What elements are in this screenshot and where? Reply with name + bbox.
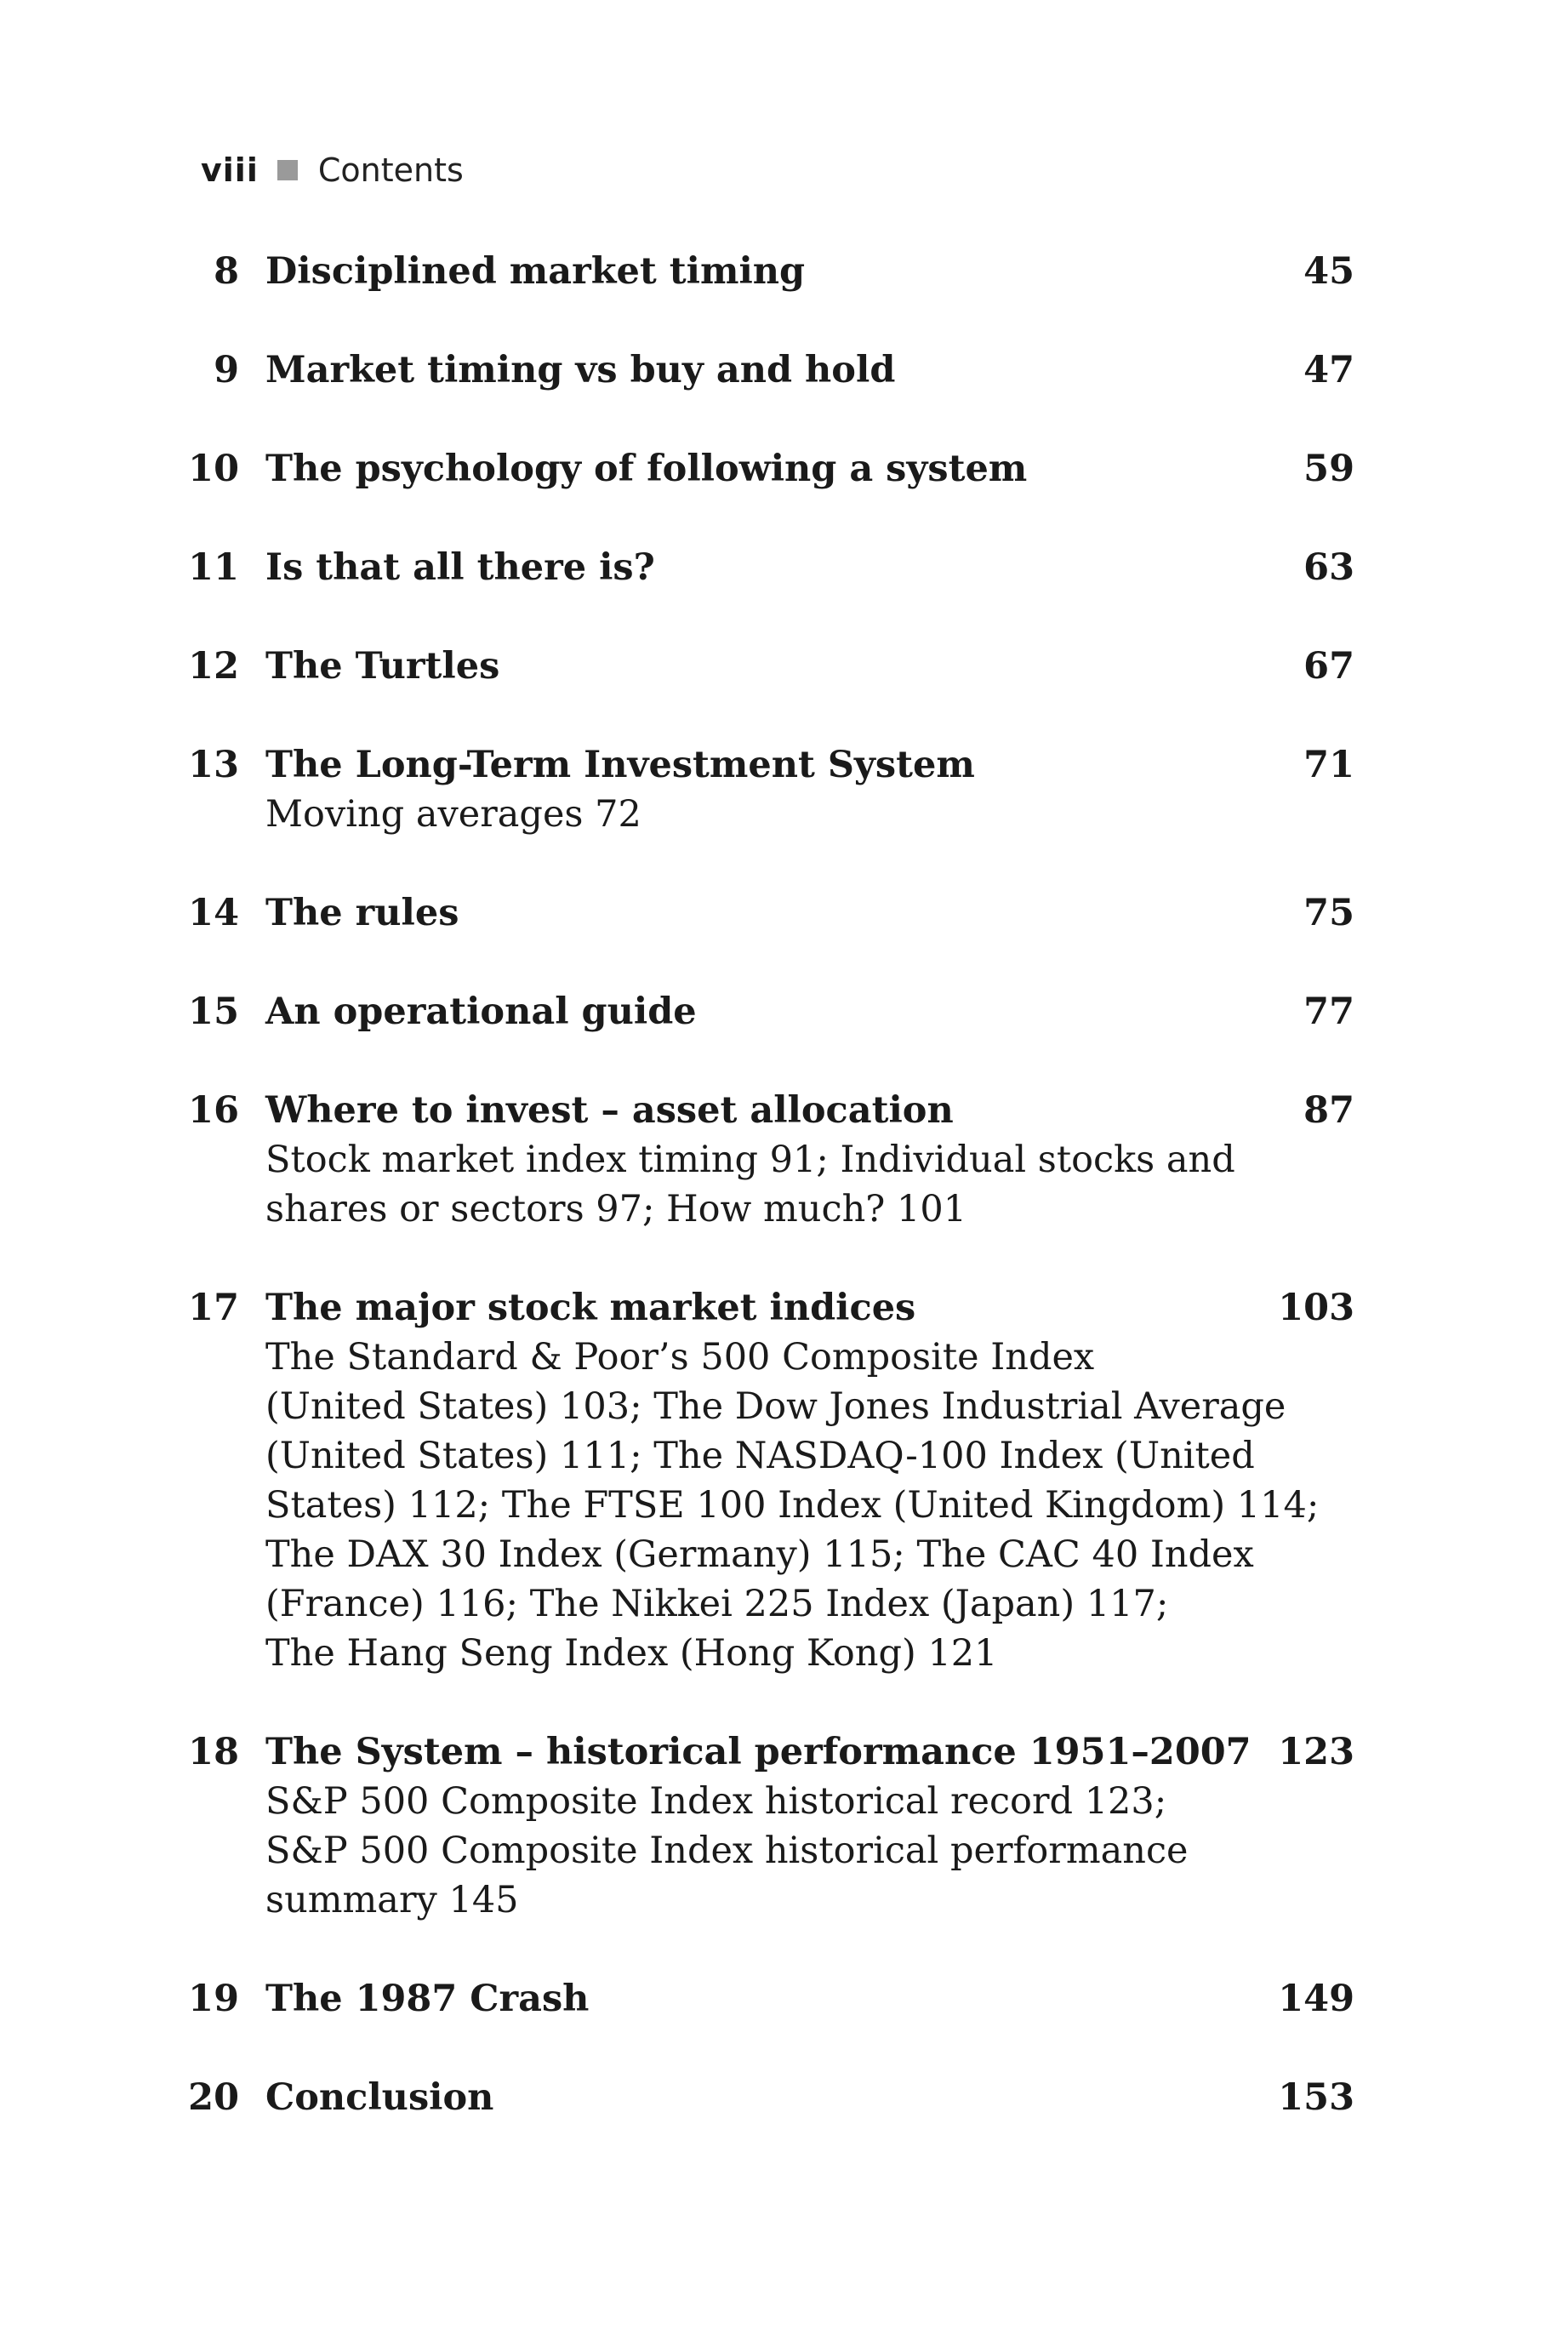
chapter-title: An operational guide: [265, 990, 697, 1033]
subsection-list: [265, 1777, 1252, 1925]
page-number: 75: [1303, 892, 1354, 934]
chapter-number: 14: [188, 892, 239, 934]
subsection-line: Moving averages 72: [265, 793, 641, 836]
toc-entry-heading: [0, 987, 1568, 1036]
subsection-line: The DAX 30 Index (Germany) 115; The CAC 40 Index: [265, 1533, 1254, 1576]
chapter-title: The 1987 Crash: [265, 1978, 590, 2020]
subsection-list: [265, 1135, 1252, 1234]
running-head: [201, 151, 464, 189]
chapter-number: 17: [188, 1287, 239, 1329]
chapter-title: The Long-Term Investment System: [265, 744, 975, 786]
toc-entry: [0, 888, 1568, 938]
toc-entry: [0, 543, 1568, 592]
toc-entry: [0, 345, 1568, 395]
subsection-line: S&P 500 Composite Index historical performance: [265, 1830, 1189, 1872]
chapter-title: The psychology of following a system: [265, 448, 1028, 490]
chapter-number: 15: [188, 990, 239, 1033]
toc-entry: [0, 1283, 1568, 1678]
chapter-number: 19: [188, 1978, 239, 2020]
subsection-line: The Hang Seng Index (Hong Kong) 121: [265, 1632, 998, 1675]
chapter-title: The major stock market indices: [265, 1287, 916, 1329]
toc-entry: [0, 1086, 1568, 1234]
page-number: 63: [1303, 546, 1354, 589]
toc-entry-heading: [0, 1283, 1568, 1333]
chapter-title: Market timing vs buy and hold: [265, 349, 896, 391]
chapter-title: Is that all there is?: [265, 546, 655, 589]
page-number: 47: [1303, 349, 1354, 391]
chapter-number: 9: [214, 349, 239, 391]
chapter-number: 18: [188, 1731, 239, 1773]
toc-entry-heading: [0, 888, 1568, 938]
chapter-title: Disciplined market timing: [265, 250, 806, 293]
toc-entry-heading: [0, 2073, 1568, 2122]
subsection-line: (United States) 111; The NASDAQ-100 Index (United: [265, 1435, 1255, 1477]
chapter-title: The rules: [265, 892, 459, 934]
page-number: 71: [1303, 744, 1354, 786]
toc-entry: [0, 1974, 1568, 2024]
subsection-line: (France) 116; The Nikkei 225 Index (Japan) 117;: [265, 1583, 1169, 1625]
toc-entry: [0, 444, 1568, 494]
toc-entry-heading: [0, 1727, 1568, 1777]
page-folio: viii: [201, 151, 259, 189]
toc-entry: [0, 740, 1568, 839]
toc-entry-heading: [0, 247, 1568, 296]
chapter-title: The System – historical performance 1951–2007: [265, 1731, 1252, 1773]
page-number: 45: [1303, 250, 1354, 293]
toc-entry-heading: [0, 1086, 1568, 1135]
chapter-number: 16: [188, 1089, 239, 1132]
toc-entry: [0, 987, 1568, 1036]
square-bullet-icon: [277, 160, 298, 180]
toc-entry: [0, 1727, 1568, 1925]
chapter-title: Where to invest – asset allocation: [265, 1089, 954, 1132]
section-title: Contents: [317, 151, 464, 189]
chapter-title: The Turtles: [265, 645, 500, 688]
page-number: 153: [1278, 2076, 1354, 2119]
toc-entry-heading: [0, 1974, 1568, 2024]
toc-entry-heading: [0, 444, 1568, 494]
subsection-line: S&P 500 Composite Index historical record 123;: [265, 1780, 1167, 1823]
chapter-number: 13: [188, 744, 239, 786]
toc-entry: [0, 642, 1568, 691]
subsection-line: shares or sectors 97; How much? 101: [265, 1188, 967, 1230]
page-number: 103: [1278, 1287, 1354, 1329]
toc-entry: [0, 247, 1568, 296]
chapter-title: Conclusion: [265, 2076, 494, 2119]
subsection-line: Stock market index timing 91; Individual stocks and: [265, 1139, 1235, 1181]
chapter-number: 10: [188, 448, 239, 490]
subsection-list: [265, 1333, 1320, 1678]
page-number: 77: [1303, 990, 1354, 1033]
chapter-number: 8: [214, 250, 239, 293]
toc-entry-heading: [0, 740, 1568, 790]
chapter-number: 12: [188, 645, 239, 688]
chapter-number: 20: [188, 2076, 239, 2119]
toc-entry-heading: [0, 642, 1568, 691]
page-number: 123: [1278, 1731, 1354, 1773]
page-number: 59: [1303, 448, 1354, 490]
table-of-contents: [0, 247, 1568, 2172]
toc-entry-heading: [0, 345, 1568, 395]
page-number: 67: [1303, 645, 1354, 688]
page-number: 87: [1303, 1089, 1354, 1132]
subsection-line: States) 112; The FTSE 100 Index (United Kingdom) 114;: [265, 1484, 1320, 1527]
toc-entry-heading: [0, 543, 1568, 592]
page-number: 149: [1278, 1978, 1354, 2020]
chapter-number: 11: [188, 546, 239, 589]
subsection-line: The Standard & Poor’s 500 Composite Index: [265, 1336, 1095, 1379]
subsection-line: summary 145: [265, 1879, 519, 1921]
subsection-line: (United States) 103; The Dow Jones Industrial Average: [265, 1385, 1286, 1428]
subsection-list: [265, 790, 1252, 839]
toc-entry: [0, 2073, 1568, 2122]
